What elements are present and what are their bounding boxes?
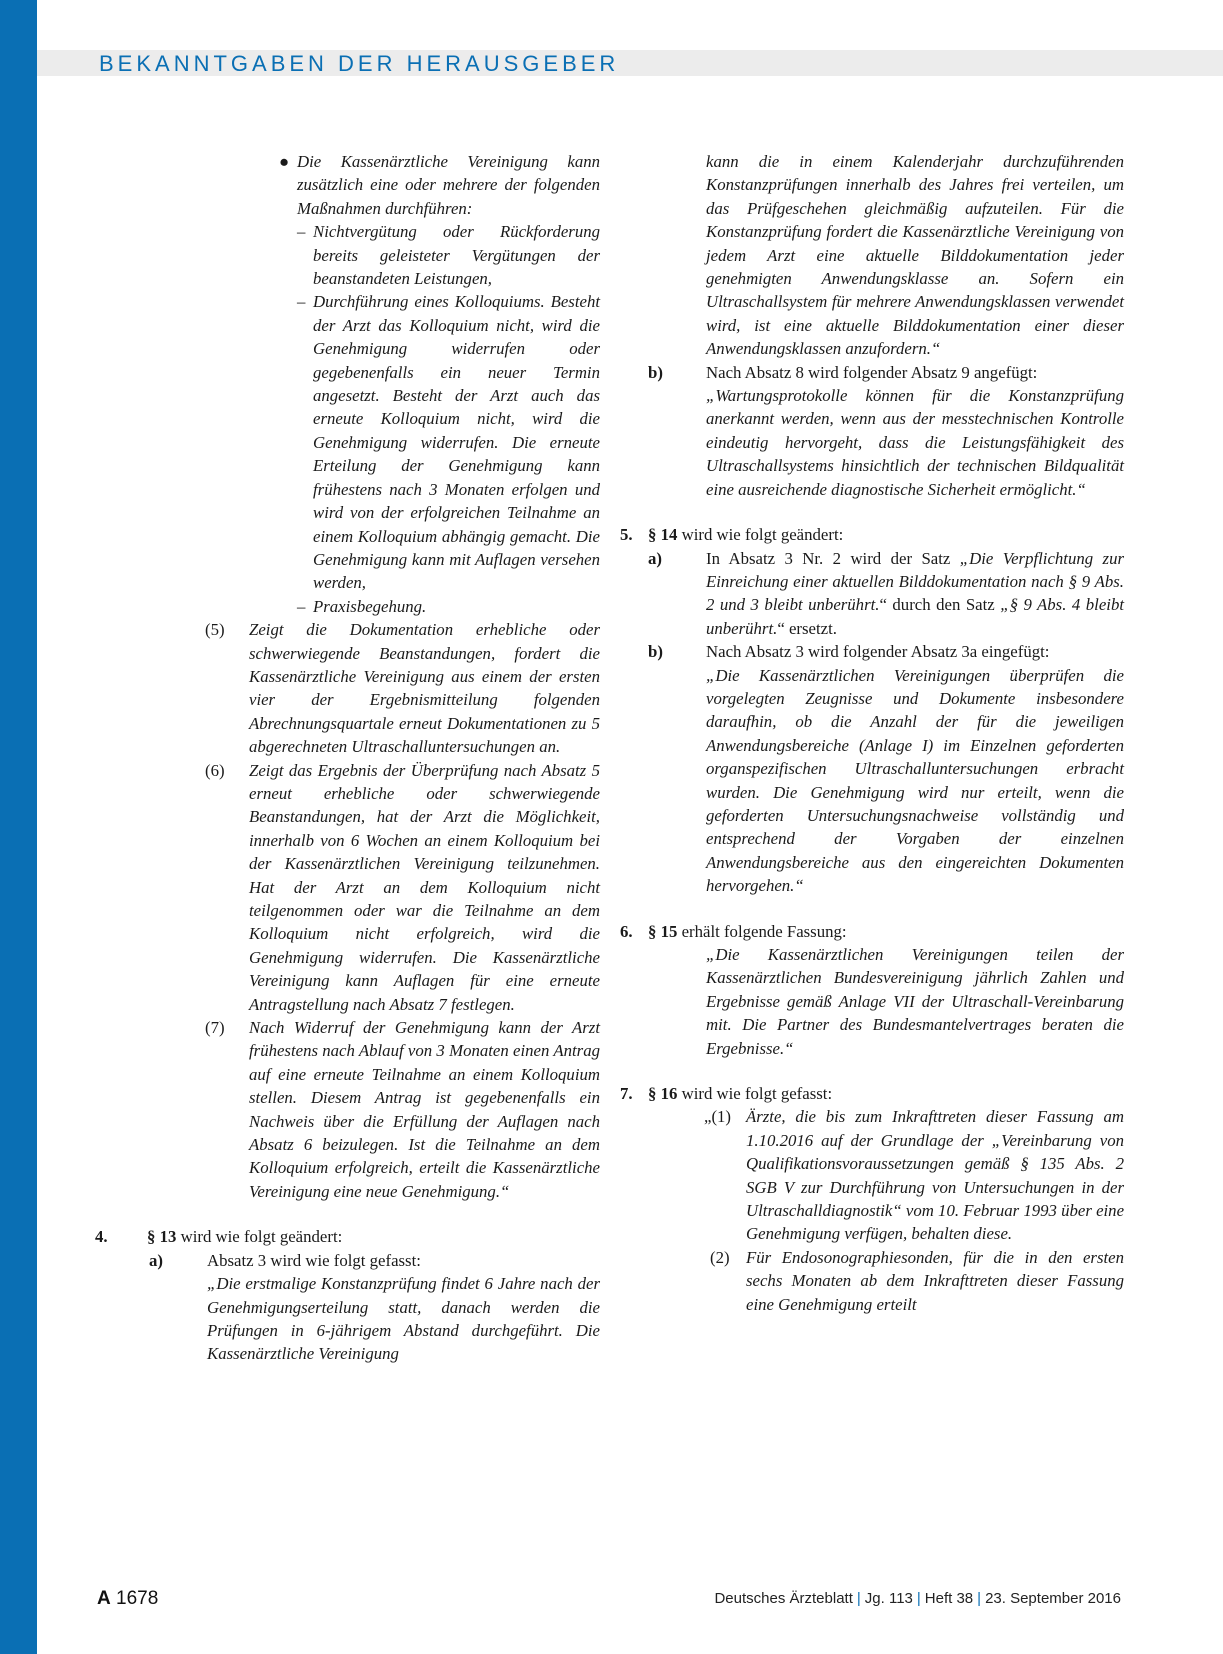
item-heading-text: erhält folgende Fassung: <box>677 921 847 941</box>
footer-separator: | <box>916 1590 921 1607</box>
item-number: 5. <box>620 525 633 545</box>
sub-text: “ ersetzt. <box>777 618 837 638</box>
item-heading-text: wird wie folgt geändert: <box>677 525 844 545</box>
item-5a <box>648 547 1124 641</box>
item-7-heading <box>620 1082 1124 1105</box>
paragraph-text: Zeigt das Ergebnis der Überprüfung nach Absatz 5 erneut erhebliche oder schwerwiegende Beanstandungen, hat der Arzt die Möglichkeit, innerhalb von 6 Wochen an einem Kolloquium bei der Kassenärztlichen Vereinigung teilzunehmen. Hat der Arzt an dem Kolloquium nicht teilgenommen oder war die Teilnahme an dem Kolloquium nicht erfolgreich, wird die Genehmigung widerrufen. Die Kassenärztliche Vereinigung kann Auflagen für eine erneute Antragstellung nach Absatz 7 festlegen. <box>249 760 600 1014</box>
sub-label: b) <box>648 362 663 382</box>
item-6-quote <box>706 943 1124 1060</box>
paragraph-text: Nach Widerruf der Genehmigung kann der Arzt frühestens nach Ablauf von 3 Monaten einen Antrag auf eine erneute Teilnahme an einem Kolloquium stellen. Diesem Antrag ist gegebenenfalls ein Nachweis über die Erfüllung der Auflagen nach Absatz 6 beizulegen. Ist die Teilnahme an dem Kolloquium erfolgreich, erteilt die Kassenärztliche Vereinigung eine neue Genehmigung.“ <box>249 1018 600 1201</box>
right-column <box>620 150 1124 1316</box>
item-heading-text: wird wie folgt geändert: <box>176 1227 343 1247</box>
item-7-paragraph-1 <box>704 1105 1125 1245</box>
journal-date: 23. September 2016 <box>985 1590 1121 1607</box>
item-4a <box>149 1249 600 1272</box>
item-number: 4. <box>95 1227 108 1247</box>
item-number: 7. <box>620 1084 633 1104</box>
sub-text: Nach Absatz 3 wird folgender Absatz 3a eingefügt: <box>706 642 1050 662</box>
quote-text: „Die Verpflichtung zur Einreichung einer aktuellen Bilddokumentation nach § 9 Abs. 2 und 3 bleibt unberührt. <box>706 548 1124 615</box>
journal-issue: Heft 38 <box>924 1590 974 1607</box>
footer-separator: | <box>977 1590 982 1607</box>
quote-text: kann die in einem Kalenderjahr durchzuführenden Konstanzprüfungen innerhalb des Jahres frei verteilen, um das Prüfgeschehen gleichmäßig aufzuteilen. Für die Konstanzprüfung fordert die Kassenärztliche Vereinigung von jedem Arzt eine aktuelle Bilddokumentation jeder genehmigten Anwendungsklasse an. Sofern ein Ultraschallsystem für mehrere Anwendungsklassen verwendet wird, ist eine aktuelle Bilddokumentation einer dieser Anwendungsklassen anzufordern.“ <box>706 152 1124 359</box>
continuation-text <box>706 150 1124 361</box>
quote-text: „Die erstmalige Konstanzprüfung findet 6 Jahre nach der Genehmigungserteilung statt, danach werden die Prüfungen in 6-jährigem Abstand durchgeführt. Die Kassenärztliche Vereinigung <box>207 1274 600 1364</box>
blue-sidebar <box>0 0 37 1654</box>
page-number-value: 1678 <box>116 1588 159 1609</box>
page-number <box>97 1588 158 1610</box>
item-4b <box>648 361 1124 384</box>
dash-text: Nichtvergütung oder Rückforderung bereits geleisteter Vergütungen der beanstandeten Leistungen, <box>313 222 600 289</box>
journal-volume: Jg. 113 <box>864 1590 913 1607</box>
item-4a-quote <box>207 1272 600 1366</box>
dash-text: Durchführung eines Kolloquiums. Besteht der Arzt das Kolloquium nicht, wird die Genehmigung widerrufen oder gegebenenfalls ein neuer Termin angesetzt. Besteht der Arzt auch das erneute Kolloquium nicht, wird die Genehmigung widerrufen. Die erneute Erteilung der Genehmigung kann frühestens nach 3 Monaten erfolgen und wird von der erfolgreichen Teilnahme an einem Kolloquium abhängig gemacht. Die Genehmigung kann mit Auflagen versehen werden, <box>313 292 600 593</box>
paragraph-text: Für Endosonographiesonden, für die in den ersten sechs Monaten ab dem Inkrafttreten dieser Fassung eine Genehmigung erteilt <box>746 1247 1124 1314</box>
bullet-marker: ● <box>279 152 290 171</box>
journal-citation <box>714 1590 1121 1607</box>
paragraph-number: (7) <box>205 1018 225 1038</box>
section-ref: § 16 <box>648 1084 678 1104</box>
section-ref: § 14 <box>648 525 678 545</box>
paragraph-6 <box>205 759 600 1016</box>
dash-marker: – <box>297 596 306 616</box>
section-ref: § 15 <box>648 921 678 941</box>
sub-label: a) <box>648 548 662 568</box>
paragraph-number: „(1) <box>704 1107 732 1127</box>
paragraph-number: (2) <box>710 1247 730 1267</box>
item-6-heading <box>620 920 1124 943</box>
dash-text: Praxisbegehung. <box>313 596 427 616</box>
dash-item-1 <box>297 220 600 290</box>
paragraph-5 <box>205 618 600 758</box>
quote-text: „§ 9 Abs. 4 bleibt unberührt. <box>706 595 1124 638</box>
sub-text: In Absatz 3 Nr. 2 wird der Satz <box>706 548 960 568</box>
dash-marker: – <box>297 292 306 312</box>
sub-label: b) <box>648 642 663 662</box>
left-column <box>95 150 600 1366</box>
section-header-title: BEKANNTGABEN DER HERAUSGEBER <box>99 51 620 76</box>
paragraph-number: (5) <box>205 620 225 640</box>
footer-separator: | <box>856 1590 861 1607</box>
quote-text: „Die Kassenärztlichen Vereinigungen teilen der Kassenärztlichen Bundesvereinigung jährlich Zahlen und Ergebnisse gemäß Anlage VII der Ultraschall-Vereinbarung mit. Die Partner des Bundesmantelvertrages beraten die Ergebnisse.“ <box>706 945 1124 1058</box>
dash-marker: – <box>297 222 306 242</box>
dash-item-3 <box>297 595 600 618</box>
bullet-text: Die Kassenärztliche Vereinigung kann zusätzlich eine oder mehrere der folgenden Maßnahmen durchführen: <box>297 152 600 218</box>
item-4b-quote <box>706 384 1124 501</box>
sub-text: Nach Absatz 8 wird folgender Absatz 9 angefügt: <box>706 362 1038 382</box>
bullet-item <box>279 150 600 220</box>
item-5b <box>648 640 1124 663</box>
sub-label: a) <box>149 1250 163 1270</box>
paragraph-text: Zeigt die Dokumentation erhebliche oder schwerwiegende Beanstandungen, fordert die Kassenärztliche Vereinigung aus einem der ersten vier der Ergebnismitteilung folgenden Abrechnungsquartale erneut Dokumentationen zu 5 abgerechneten Ultraschalluntersuchungen an. <box>249 620 600 757</box>
item-number: 6. <box>620 921 633 941</box>
quote-text: „Die Kassenärztlichen Vereinigungen überprüfen die vorgelegten Zeugnisse und Dokumente insbesondere daraufhin, ob die Anzahl der für die jeweiligen Anwendungsbereiche (Anlage I) im Einzelnen geforderten organspezifischen Ultraschalluntersuchungen erbracht wurden. Die Genehmigung wird nur erteilt, wenn die geforderten Untersuchungsnachweise vollständig und entsprechend der Vorgaben der einzelnen Anwendungsbereiche aus den eingereichten Dokumenten hervorgehen.“ <box>706 665 1124 896</box>
sub-text: “ durch den Satz <box>879 595 1001 615</box>
journal-name: Deutsches Ärzteblatt <box>714 1590 853 1607</box>
paragraph-7 <box>205 1016 600 1203</box>
item-5b-quote <box>706 664 1124 898</box>
item-7-paragraph-2 <box>710 1246 1124 1316</box>
page-prefix: A <box>97 1588 111 1609</box>
item-5-heading <box>620 523 1124 546</box>
item-4-heading <box>95 1225 600 1248</box>
section-ref: § 13 <box>147 1227 177 1247</box>
paragraph-text: Ärzte, die bis zum Inkrafttreten dieser Fassung am 1.10.2016 auf der Grundlage der „Vereinbarung von Qualifikationsvoraussetzungen gemäß § 135 Abs. 2 SGB V zur Durchführung von Untersuchungen in der Ultraschalldiagnostik“ vom 10. Februar 1993 über eine Genehmigung verfügen, behalten diese. <box>746 1107 1125 1244</box>
paragraph-number: (6) <box>205 760 225 780</box>
item-heading-text: wird wie folgt gefasst: <box>677 1084 833 1104</box>
dash-item-2 <box>297 290 600 594</box>
sub-text: Absatz 3 wird wie folgt gefasst: <box>207 1250 421 1270</box>
quote-text: „Wartungsprotokolle können für die Konstanzprüfung anerkannt werden, wenn aus der messtechnischen Kontrolle eindeutig hervorgeht, dass die Leistungsfähigkeit des Ultraschallsystems hinsichtlich der technischen Bildqualität eine ausreichende diagnostische Sicherheit ermöglicht.“ <box>706 386 1124 499</box>
